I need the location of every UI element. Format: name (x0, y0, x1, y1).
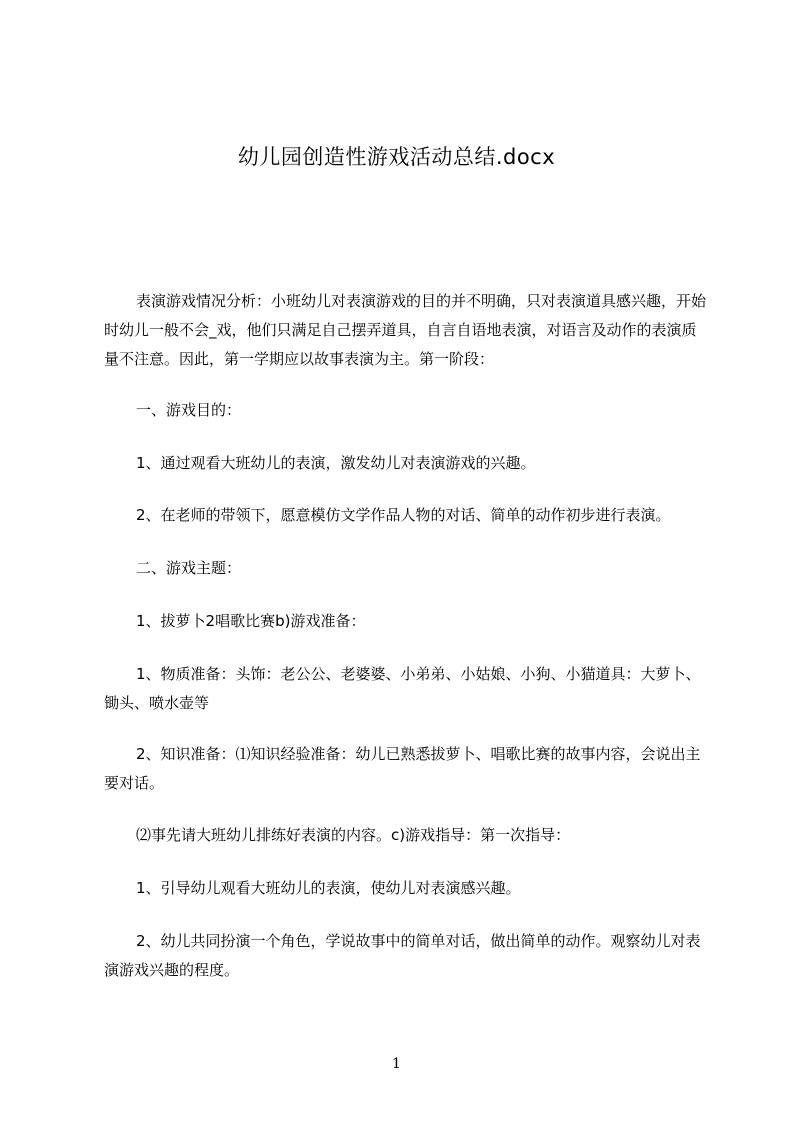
page-number: 1 (392, 1056, 401, 1072)
paragraph-purpose-2: 2、在老师的带领下，愿意模仿文学作品人物的对话、简单的动作初步进行表演。 (136, 506, 671, 524)
paragraph-rehearsal: ⑵事先请大班幼儿排练好表演的内容。c)游戏指导：第一次指导： (136, 826, 571, 844)
heading-game-purpose: 一、游戏目的： (136, 401, 242, 419)
heading-game-theme: 二、游戏主题： (136, 559, 242, 577)
paragraph-theme-1: 1、拔萝卜2唱歌比赛b)游戏准备： (136, 612, 366, 630)
paragraph-guidance-1: 1、引导幼儿观看大班幼儿的表演，使幼儿对表演感兴趣。 (136, 879, 521, 897)
paragraph-material-prep: 1、物质准备：头饰：老公公、老婆婆、小弟弟、小姑娘、小狗、小猫道具：大萝卜、锄头、喷水壶等 (104, 665, 701, 712)
paragraph-purpose-1: 1、通过观看大班幼儿的表演，激发幼儿对表演游戏的兴趣。 (136, 454, 536, 472)
paragraph-guidance-2: 2、幼儿共同扮演一个角色，学说故事中的简单对话，做出简单的动作。观察幼儿对表演游戏兴趣的程度。 (104, 932, 701, 979)
paragraph-analysis: 表演游戏情况分析：小班幼儿对表演游戏的目的并不明确，只对表演道具感兴趣，开始时幼儿一般不会_戏，他们只满足自己摆弄道具，自言自语地表演，对语言及动作的表演质量不注意。因此，第一学期应以故事表演为主。第一阶段： (104, 292, 707, 368)
document-title: 幼儿园创造性游戏活动总结.docx (237, 145, 556, 169)
paragraph-knowledge-prep: 2、知识准备：⑴知识经验准备：幼儿已熟悉拔萝卜、唱歌比赛的故事内容，会说出主要对话。 (104, 745, 701, 792)
